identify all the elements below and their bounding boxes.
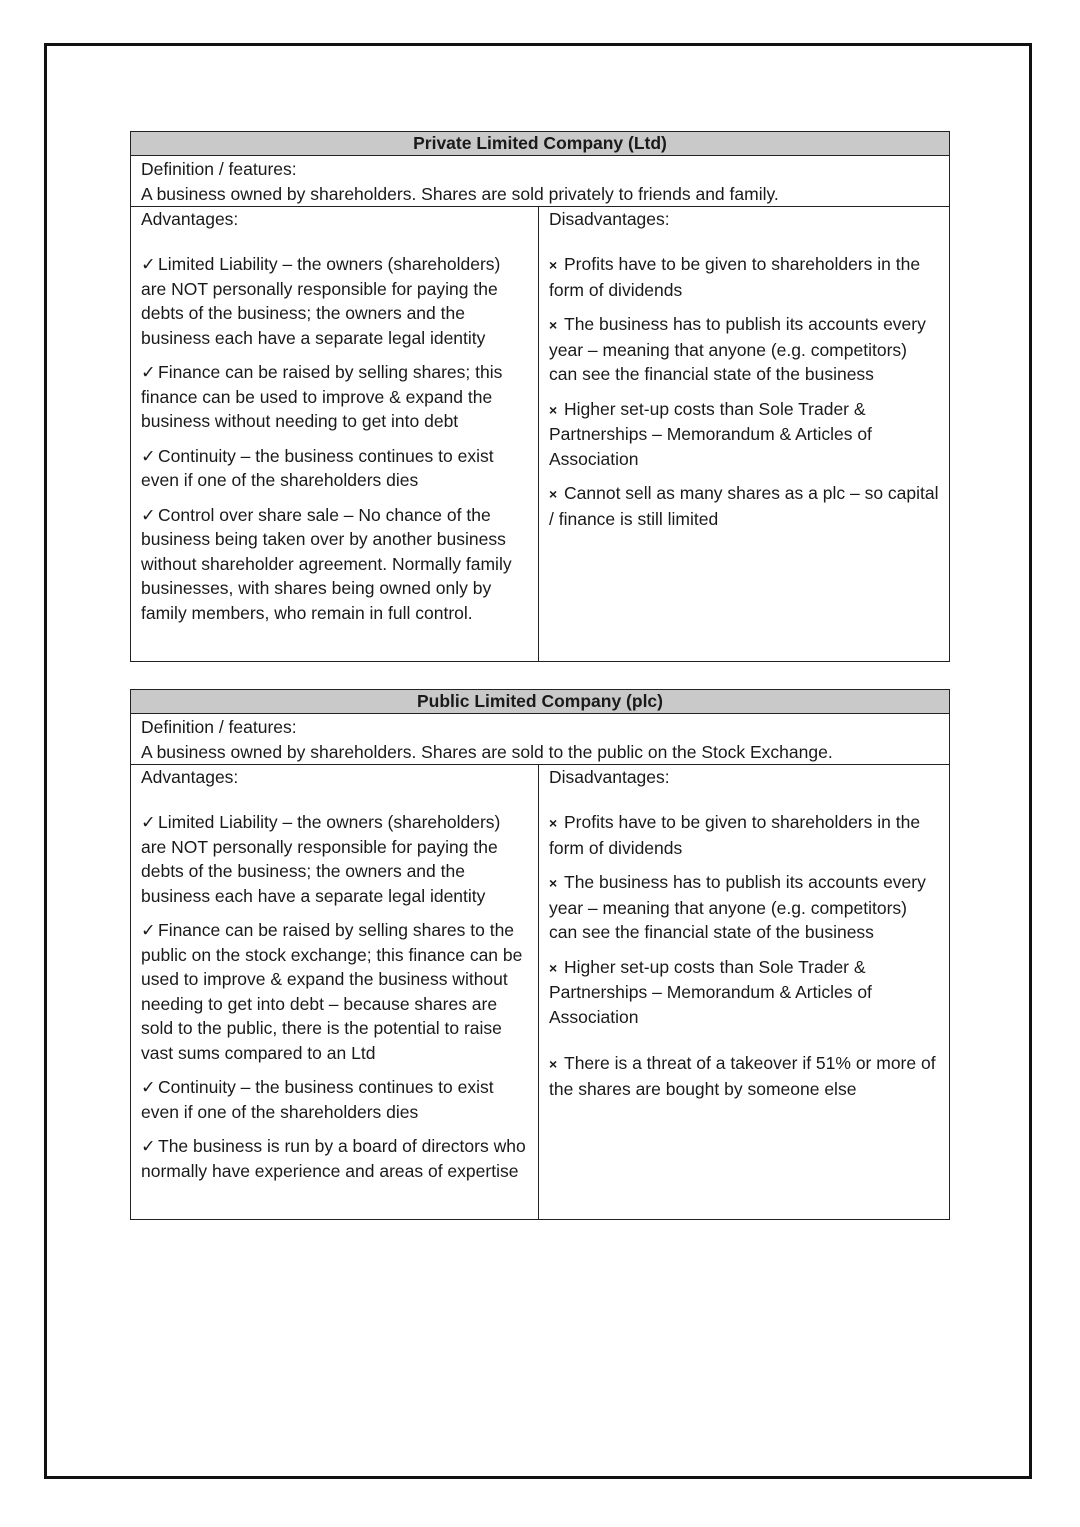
ltd-advantage-item: ✓ Control over share sale – No chance of the business being taken over by another business without shareholder agreement. Normally family businesses, with shares being owned only by family members, who remain in full control. [141,504,512,623]
ltd-definition [131,156,949,207]
cross-icon: × [549,257,558,273]
spacer [549,1039,939,1051]
plc-disadvantage-item: × Profits have to be given to shareholders in the form of dividends [549,812,921,858]
plc-advantage-item: ✓ Limited Liability – the owners (shareholders) are NOT personally responsible for paying the debts of the business; the owners and the business each have a separate legal identity [141,812,501,906]
ltd-advantages-label: Advantages: [141,209,239,229]
plc-advantage-item: ✓ The business is run by a board of directors who normally have experience and areas of expertise [141,1136,526,1181]
plc-disadvantages-label: Disadvantages: [549,767,670,787]
ltd-definition-text: A business owned by shareholders. Shares are sold privately to friends and family. [141,183,779,204]
plc-advantages-label: Advantages: [141,767,239,787]
plc-advantages-column [131,765,539,1219]
ltd-definition-label: Definition / features: [141,159,297,179]
cross-icon: × [549,401,558,418]
check-icon: ✓ [141,254,156,274]
ltd-columns [131,207,949,661]
plc-disadvantage-item: × Higher set-up costs than Sole Trader & Partnerships – Memorandum & Articles of Association [549,956,872,1027]
plc-table [130,689,950,1220]
ltd-advantages-column [131,207,539,661]
check-icon: ✓ [141,1077,156,1097]
plc-disadvantage-item: × The business has to publish its accounts every year – meaning that anyone (e.g. competitors) can see the financial state of the business [549,872,926,942]
cross-icon: × [549,959,558,976]
check-icon: ✓ [141,812,156,832]
ltd-disadvantages-label: Disadvantages: [549,209,670,229]
cross-icon: × [549,486,558,502]
plc-definition [131,714,949,765]
ltd-advantage-item: ✓ Finance can be raised by selling shares; this finance can be used to improve & expand the business without needing to get into debt [141,362,503,431]
ltd-table [130,131,950,662]
check-icon: ✓ [141,1136,156,1156]
cross-icon: × [549,875,558,891]
cross-icon: × [549,1056,558,1072]
ltd-advantage-item: ✓ Limited Liability – the owners (shareholders) are NOT personally responsible for paying the debts of the business; the owners and the business each have a separate legal identity [141,254,501,348]
plc-definition-text: A business owned by shareholders. Shares are sold to the public on the Stock Exchange. [141,741,833,762]
ltd-table-title: Private Limited Company (Ltd) [131,132,949,156]
plc-columns [131,765,949,1219]
check-icon: ✓ [141,362,156,382]
plc-disadvantages-column [539,765,949,1219]
ltd-disadvantage-item: × The business has to publish its accounts every year – meaning that anyone (e.g. competitors) can see the financial state of the business [549,314,926,384]
cross-icon: × [549,815,558,831]
ltd-advantage-item: ✓ Continuity – the business continues to exist even if one of the shareholders dies [141,445,494,490]
plc-disadvantage-item: × There is a threat of a takeover if 51% or more of the shares are bought by someone else [549,1053,936,1099]
plc-table-title: Public Limited Company (plc) [131,690,949,714]
cross-icon: × [549,317,558,333]
check-icon: ✓ [141,920,156,940]
plc-advantage-item: ✓ Finance can be raised by selling shares to the public on the stock exchange; this finance can be used to improve & expand the business without needing to get into debt – because shares are sold to the public, there is the potential to raise vast sums compared to an Ltd [141,920,523,1063]
check-icon: ✓ [141,504,156,525]
plc-definition-label: Definition / features: [141,717,297,737]
ltd-disadvantages-column [539,207,949,661]
ltd-disadvantage-item: × Profits have to be given to shareholders in the form of dividends [549,254,921,300]
ltd-disadvantage-item: × Higher set-up costs than Sole Trader & Partnerships – Memorandum & Articles of Association [549,398,872,469]
plc-advantage-item: ✓ Continuity – the business continues to exist even if one of the shareholders dies [141,1077,494,1122]
ltd-disadvantage-item: × Cannot sell as many shares as a plc – so capital / finance is still limited [549,483,939,529]
check-icon: ✓ [141,445,156,466]
